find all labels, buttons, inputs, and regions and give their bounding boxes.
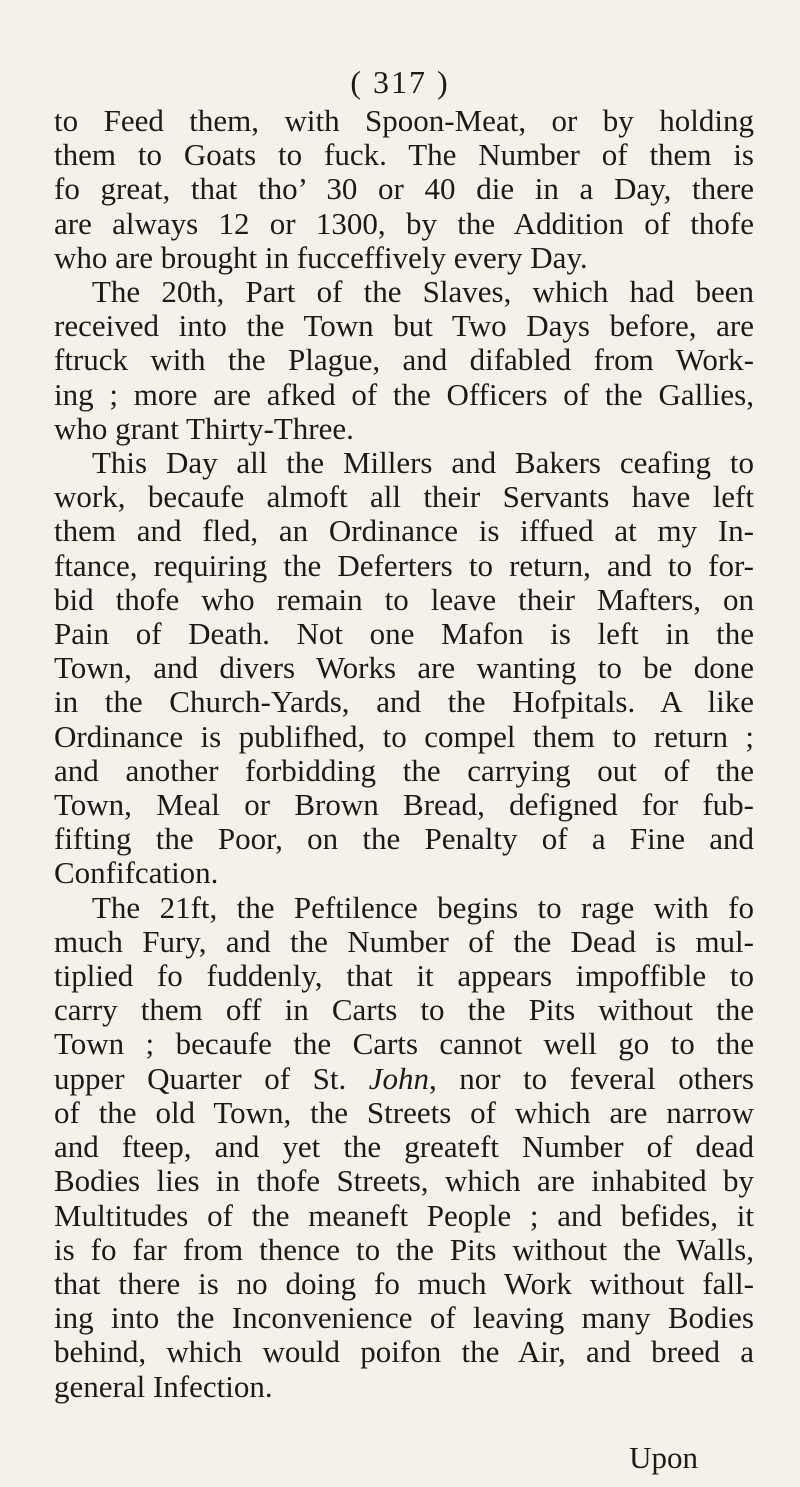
text-line: much Fury, and the Number of the Dead is mul- [54, 923, 754, 959]
text-line: them and fled, an Ordinance is iffued at my In- [54, 513, 754, 549]
text-line: and another forbidding the carrying out of the [54, 752, 754, 788]
text-line: is fo far from thence to the Pits without the Walls, [54, 1231, 754, 1267]
text-line: tiplied fo fuddenly, that it appears impoffible to [54, 958, 754, 994]
text-line: are always 12 or 1300, by the Addition of thofe [54, 205, 754, 241]
text-line: Town ; becaufe the Carts cannot well go to the [54, 1026, 754, 1062]
text-line: that there is no doing fo much Work without fall- [54, 1265, 754, 1301]
text-line: in the Church-Yards, and the Hofpitals. A like [54, 684, 754, 720]
text-line: carry them off in Carts to the Pits without the [54, 992, 754, 1028]
page-number: ( 317 ) [350, 64, 450, 100]
text-line: The 21ft, the Peftilence begins to rage with fo [92, 889, 754, 925]
text-line: Pain of Death. Not one Mafon is left in the [54, 616, 754, 652]
text-line: Ordinance is publifhed, to compel them to return ; [54, 718, 754, 754]
text-line: behind, which would poifon the Air, and breed a [54, 1334, 754, 1370]
text-line: ftruck with the Plague, and difabled from Work- [54, 342, 754, 378]
text-line: received into the Town but Two Days before, are [54, 308, 754, 344]
italic-name: John [368, 1060, 429, 1096]
catchword: Upon [629, 1440, 698, 1475]
text-line: Multitudes of the meaneft People ; and befides, it [54, 1197, 754, 1233]
text-line: bid thofe who remain to leave their Mafters, on [54, 581, 754, 617]
text-line: fo great, that tho’ 30 or 40 die in a Day, there [54, 171, 754, 207]
text-line: of the old Town, the Streets of which are narrow [54, 1094, 754, 1130]
text-line: Town, Meal or Brown Bread, defigned for fub- [54, 787, 754, 823]
text-line: ftance, requiring the Deferters to return, and to for- [54, 547, 754, 583]
text-line: to Feed them, with Spoon-Meat, or by holding [54, 103, 754, 138]
text-line: upper Quarter of St. John, nor to feveral others [54, 1060, 754, 1096]
text-line: work, becaufe almoft all their Servants have left [54, 479, 754, 515]
text-line: Town, and divers Works are wanting to be done [54, 650, 754, 686]
text-line: general Infection. [54, 1368, 273, 1404]
text-line: them to Goats to fuck. The Number of them is [54, 137, 754, 173]
text-line: fifting the Poor, on the Penalty of a Fine and [54, 821, 754, 857]
text-line: Bodies lies in thofe Streets, which are inhabited by [54, 1163, 754, 1199]
body-text [54, 104, 754, 1404]
text-line: ing into the Inconvenience of leaving many Bodies [54, 1300, 754, 1336]
text-line: and fteep, and yet the greateft Number of dead [54, 1129, 754, 1165]
text-line: who are brought in fucceffively every Day. [54, 239, 588, 275]
text-line: Confifcation. [54, 855, 219, 891]
text-line: ing ; more are afked of the Officers of the Gallies, [54, 376, 754, 412]
text-line: This Day all the Millers and Bakers ceafing to [92, 445, 754, 481]
text-line: The 20th, Part of the Slaves, which had been [92, 274, 754, 310]
text-line: who grant Thirty-Three. [54, 410, 354, 446]
